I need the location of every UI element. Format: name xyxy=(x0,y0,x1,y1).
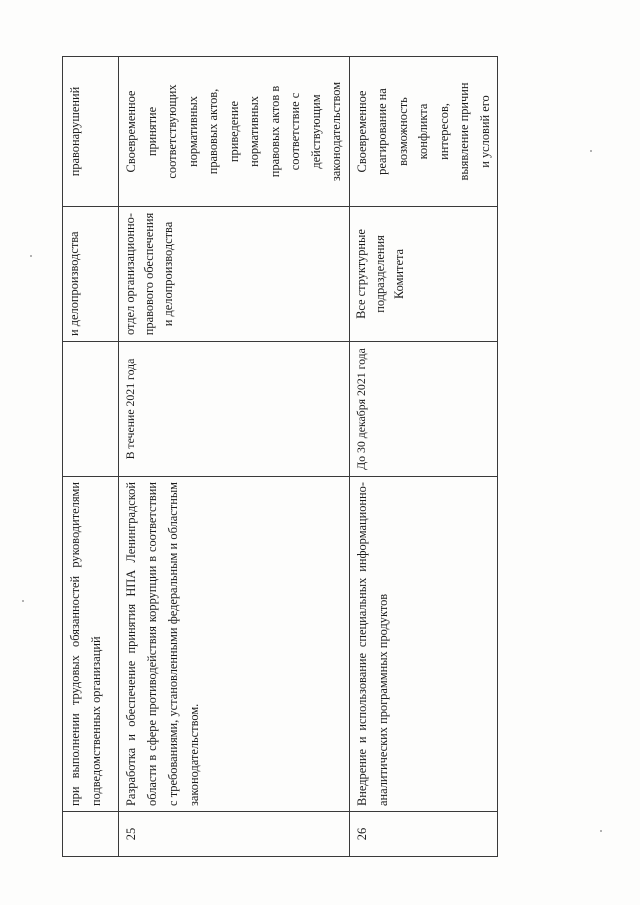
result-line: принятие xyxy=(144,106,159,157)
cell-term xyxy=(63,342,119,477)
scan-speck xyxy=(590,150,592,152)
result-line: конфликта xyxy=(416,103,430,160)
scan-speck xyxy=(22,600,24,602)
cell-term: В течение 2021 года xyxy=(119,342,350,477)
result-line: нормативных xyxy=(185,96,200,167)
cell-result xyxy=(119,57,350,207)
result-line: приведение xyxy=(226,100,241,163)
result-line: выявление причин xyxy=(457,82,471,181)
result-line: соответствие с xyxy=(288,92,302,171)
result-line: реагирование на xyxy=(375,88,389,175)
cell-term: До 30 декабря 2021 года xyxy=(349,342,498,477)
rotated-page xyxy=(62,57,492,857)
cell-action: Разработка и обеспечение принятия НПА Ленинградской области в сфере противодействия коррупции в соответствии с требованиями, установленными федеральным и областным законодательством. xyxy=(119,477,350,812)
result-line: интересов, xyxy=(436,103,451,160)
result-line: Своевременное xyxy=(124,90,138,173)
result-line: соответствующих xyxy=(165,84,179,179)
result-line: законодательством xyxy=(329,81,343,182)
cell-responsible: отдел организационно-правового обеспечения и делопроизводства xyxy=(119,207,350,342)
cell-result xyxy=(349,57,498,207)
cell-number: 25 xyxy=(119,812,350,857)
responsible-line: подразделения xyxy=(372,235,387,313)
cell-action: Внедрение и использование специальных информационно-аналитических программных продуктов xyxy=(349,477,498,812)
table-row-25 xyxy=(119,57,350,857)
result-line: и условий его xyxy=(477,95,492,168)
scan-speck xyxy=(30,255,32,257)
cell-responsible xyxy=(349,207,498,342)
cell-number: 26 xyxy=(349,812,498,857)
result-line: правовых актов в xyxy=(267,85,282,178)
responsible-line: Комитета xyxy=(391,248,406,300)
measures-table xyxy=(62,56,498,857)
cell-number xyxy=(63,812,119,857)
result-line: нормативных xyxy=(247,96,261,167)
cell-responsible: и делопроизводства xyxy=(63,207,119,342)
result-line: Своевременное xyxy=(354,90,369,173)
responsible-line: Все структурные xyxy=(353,229,368,319)
result-line: правовых актов, xyxy=(206,88,220,175)
scan-speck xyxy=(600,830,602,832)
cell-action: при выполнении трудовых обязанностей руководителями подведомственных организаций xyxy=(63,477,119,812)
table-row-26 xyxy=(349,57,498,857)
cell-result: правонарушений xyxy=(63,57,119,207)
result-line: возможность xyxy=(395,97,410,166)
result-line: действующим xyxy=(308,94,323,169)
table-row-continuation xyxy=(63,57,119,857)
